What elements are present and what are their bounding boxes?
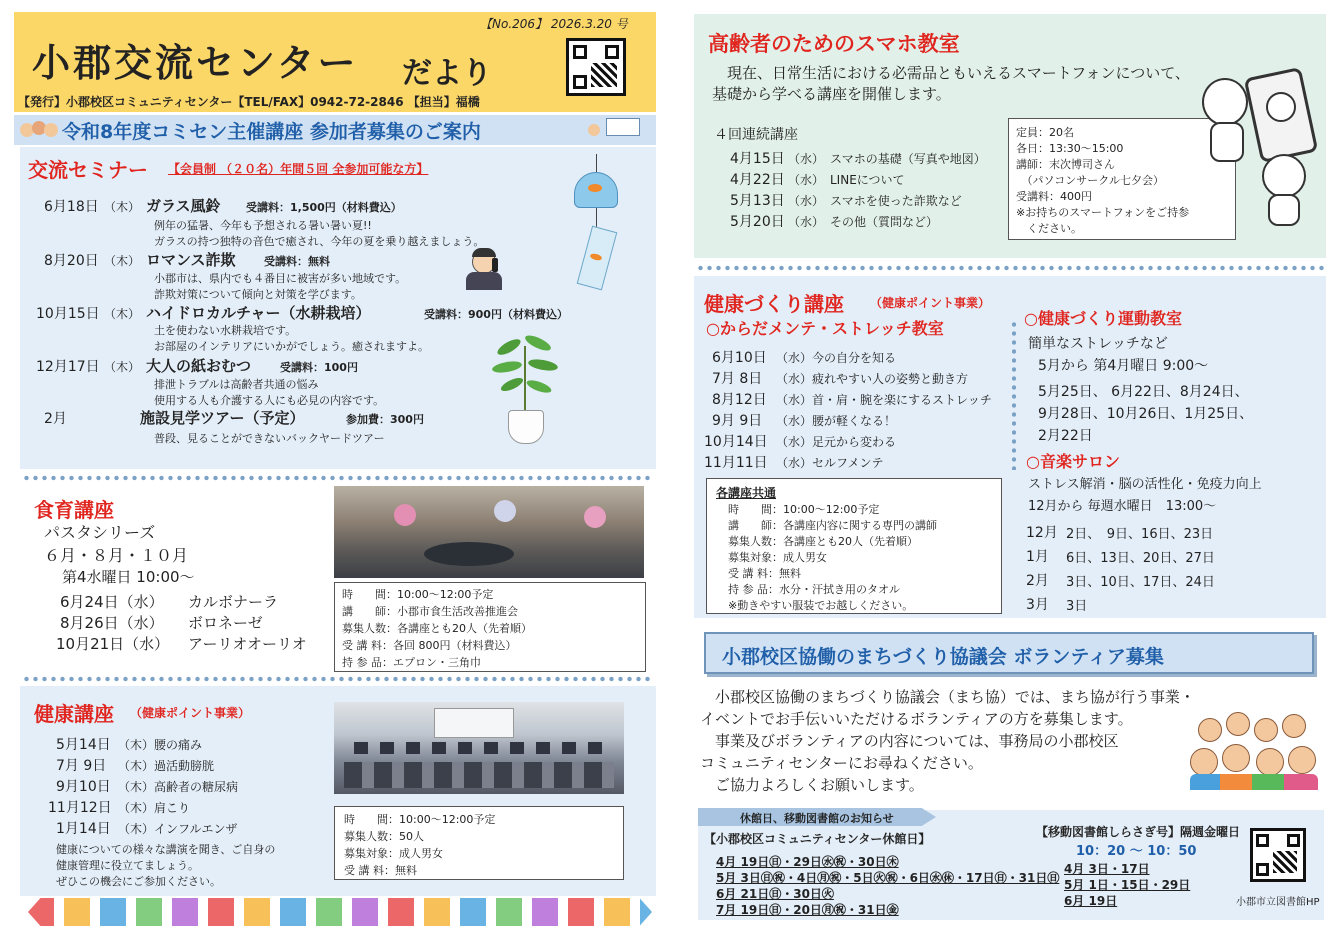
publisher-line: 【発行】小郡校区コミュニティセンター【TEL/FAX】0942-72-2846 【担当】福橋 xyxy=(18,95,480,109)
shokuiku-date: 8月26日（水） xyxy=(60,614,164,632)
seminar-desc: 普段、見ることができないバックヤードツアー xyxy=(154,432,385,445)
library-row: 6月 19日 xyxy=(1064,894,1118,908)
info-line: 講師：末次博司さん xyxy=(1016,158,1115,171)
seminar-title: 交流セミナー xyxy=(28,158,148,182)
smartphone-series: ４回連続講座 xyxy=(714,127,798,143)
smartphone-topic: スマホを使った詐欺など xyxy=(830,194,962,208)
banner-title: 令和8年度コミセン主催講座 参加者募集のご案内 xyxy=(62,121,481,143)
seminar-desc: ガラスの持つ独特の音色で癒され、今年の夏を乗り越えましょう。 xyxy=(154,235,485,248)
info-line: 持 参 品：水分・汗拭き用のタオル xyxy=(728,583,900,596)
info-line: （パソコンサークル七夕会） xyxy=(1016,174,1164,187)
seminar-desc: 例年の猛暑、今年も予想される暑い暑い夏!! xyxy=(154,219,372,232)
exercise-line: 9月28日、10月26日、1月25日、 xyxy=(1038,406,1254,422)
seminar-weekday: （木） xyxy=(104,200,141,214)
kenko-note: 健康管理に役立てましょう。 xyxy=(56,859,199,872)
stretch-topic: 腰が軽くなる！ xyxy=(812,414,897,428)
cooking-class-photo xyxy=(334,486,644,578)
closed-row: 6月 21日㊐・30日㊋ xyxy=(716,887,834,901)
seminar-desc: 小郡市は、県内でも４番目に被害が多い地域です。 xyxy=(154,272,407,285)
smartphone-date: 5月20日 xyxy=(730,214,785,230)
seminar-desc: 詐欺対策について傾向と対策を学びます。 xyxy=(154,288,362,301)
seminar-weekday: （木） xyxy=(104,254,141,268)
shokuiku-title: 食育講座 xyxy=(34,498,114,522)
stretch-weekday: （水） xyxy=(776,351,813,365)
kenko-note: ぜひこの機会にご参加ください。 xyxy=(56,875,221,888)
seminar-date: 8月20日 xyxy=(44,253,99,269)
music-days: 3日 xyxy=(1066,599,1088,614)
kenko-topic: 過活動膀胱 xyxy=(154,759,215,773)
stretch-topic: 首・肩・腕を楽にするストレッチ xyxy=(812,393,992,407)
seminar-desc: 土を使わない水耕栽培です。 xyxy=(154,324,297,337)
kenko-weekday: （木） xyxy=(118,738,155,752)
shokuiku-date: 6月24日（水） xyxy=(60,593,164,611)
newsletter-title: 小郡交流センター xyxy=(32,41,359,85)
info-line: 時 間：10:00～12:00予定 xyxy=(728,503,880,516)
library-row: 5月 1日・15日・29日 xyxy=(1064,878,1191,892)
music-days: 2日、 9日、16日、23日 xyxy=(1066,527,1214,542)
shokuiku-menu: アーリオオーリオ xyxy=(188,635,307,653)
seminar-weekday: （木） xyxy=(104,307,141,321)
volunteer-text: ご協力よろしくお願いします。 xyxy=(700,776,924,794)
closed-title: 【小郡校区コミュニティセンター休館日】 xyxy=(704,832,931,846)
decorative-hexagon-strip xyxy=(28,898,652,926)
info-line: 時 間：10:00～12:00予定 xyxy=(342,588,494,601)
closed-row: 7月 19日㊐・20日㊊㊗・31日㊎ xyxy=(716,903,899,917)
kenko-topic: インフルエンザ xyxy=(154,822,238,836)
seminar-fee: 受講料：900円（材料費込） xyxy=(424,308,568,321)
info-line: 各日：13:30～15:00 xyxy=(1016,142,1124,155)
music-month: 1月 xyxy=(1026,549,1049,565)
smartphone-date: 4月15日 xyxy=(730,151,785,167)
stretch-date: 7月 8日 xyxy=(712,371,763,387)
stretch-weekday: （水） xyxy=(776,372,813,386)
stretch-title: ○からだメンテ・ストレッチ教室 xyxy=(706,319,944,338)
shokuiku-date: 10月21日（水） xyxy=(56,635,170,653)
stretch-topic: 今の自分を知る xyxy=(812,351,897,365)
info-line: 受 講 料：無料 xyxy=(344,864,417,877)
info-line: 募集対象：成人男女 xyxy=(344,847,443,860)
music-month: 2月 xyxy=(1026,573,1049,589)
music-title: ○音楽サロン xyxy=(1026,452,1120,471)
info-line: 募集人数：50人 xyxy=(344,830,424,843)
seminar-name: 大人の紙おむつ xyxy=(146,357,252,375)
stretch-topic: 足元から変わる xyxy=(812,435,897,449)
kenko-weekday: （木） xyxy=(118,801,155,815)
seminar-desc: 使用する人も介護する人にも必見の内容です。 xyxy=(154,394,385,407)
seminar-name: 施設見学ツアー（予定） xyxy=(140,409,305,427)
smartphone-weekday: （水） xyxy=(788,215,825,229)
seminar-date: 12月17日 xyxy=(36,359,100,375)
kenko-date: 5月14日 xyxy=(56,737,111,753)
kenko-topic: 腰の痛み xyxy=(154,738,203,752)
dotted-divider-vertical xyxy=(1012,320,1016,470)
smartphone-topic: スマホの基礎（写真や地図） xyxy=(830,152,986,166)
wind-chime-illustration xyxy=(560,154,640,294)
info-line: 募集人数：各講座とも20人（先着順） xyxy=(342,622,532,635)
exercise-line: 簡単なストレッチなど xyxy=(1028,336,1168,352)
seminar-name: ロマンス詐欺 xyxy=(146,251,236,269)
shokuiku-series: パスタシリーズ xyxy=(44,523,156,542)
kenko-weekday: （木） xyxy=(118,780,155,794)
newsletter-title-suffix: だより xyxy=(402,56,492,91)
info-line: 受講料：400円 xyxy=(1016,190,1092,203)
kenko-title: 健康講座 xyxy=(34,702,114,726)
info-line: 募集人数：各講座とも20人（先着順） xyxy=(728,535,918,548)
seminar-fee: 受講料：1,500円（材料費込） xyxy=(246,201,402,214)
smartphone-weekday: （水） xyxy=(788,152,825,166)
common-title: 各講座共通 xyxy=(716,486,777,500)
smartphone-topic: LINEについて xyxy=(830,173,905,187)
volunteer-crowd-illustration xyxy=(1190,708,1318,790)
stretch-date: 6月10日 xyxy=(712,350,767,366)
stretch-topic: 疲れやすい人の姿勢と動き方 xyxy=(812,372,969,386)
seminar-date: 10月15日 xyxy=(36,306,100,322)
info-line: 講 師：小郡市食生活改善推進会 xyxy=(342,605,518,618)
seminar-fee: 受講料：100円 xyxy=(280,361,358,374)
exercise-line: 5月25日、 6月22日、8月24日、 xyxy=(1038,384,1249,400)
kenko-topic: 高齢者の糖尿病 xyxy=(154,780,239,794)
info-line: 受 講 料：無料 xyxy=(728,567,801,580)
volunteer-text: イベントでお手伝いいただけるボランティアの方を募集します。 xyxy=(700,710,1133,728)
smartphone-topic: その他（質問など） xyxy=(830,215,939,229)
exercise-line: 2月22日 xyxy=(1038,428,1093,444)
stretch-topic: セルフメンテ xyxy=(812,456,884,470)
kenko-note: 健康についての様々な講演を聞き、ご自身の xyxy=(56,843,276,856)
info-line: 定員：20名 xyxy=(1016,126,1074,139)
seminar-name: ハイドロカルチャー（水耕栽培） xyxy=(146,304,371,322)
header-qr-code xyxy=(566,38,626,96)
divider xyxy=(22,475,654,481)
library-time: 10：20 ～ 10：50 xyxy=(1076,844,1197,859)
kenkozukuri-sub: （健康ポイント事業） xyxy=(870,296,991,310)
stretch-date: 11月11日 xyxy=(704,455,768,471)
volunteer-title: 小郡校区協働のまちづくり協議会 ボランティア募集 xyxy=(722,646,1164,668)
smartphone-date: 4月22日 xyxy=(730,172,785,188)
music-line: 12月から 毎週水曜日 13:00～ xyxy=(1028,499,1217,514)
stretch-date: 9月 9日 xyxy=(712,413,763,429)
seminar-date: 6月18日 xyxy=(44,199,99,215)
stretch-date: 8月12日 xyxy=(712,392,767,408)
info-line: 持 参 品：エプロン・三角巾 xyxy=(342,656,481,669)
kenko-date: 9月10日 xyxy=(56,779,111,795)
stretch-weekday: （水） xyxy=(776,393,813,407)
kenko-sub: （健康ポイント事業） xyxy=(130,706,251,720)
music-month: 12月 xyxy=(1026,525,1058,541)
info-line: ください。 xyxy=(1016,222,1082,235)
smartphone-intro: 基礎から学べる講座を開催します。 xyxy=(712,85,951,103)
exercise-title: ○健康づくり運動教室 xyxy=(1024,309,1182,328)
smartphone-weekday: （水） xyxy=(788,173,825,187)
smartphone-date: 5月13日 xyxy=(730,193,785,209)
stretch-weekday: （水） xyxy=(776,414,813,428)
smartphone-people-illustration xyxy=(1196,70,1322,230)
exercise-line: 5月から 第4月曜日 9:00～ xyxy=(1038,358,1209,374)
seminar-name: ガラス風鈴 xyxy=(146,197,221,215)
plant-illustration xyxy=(490,338,562,446)
notice-tag-label: 休館日、移動図書館のお知らせ xyxy=(740,812,894,825)
smartphone-intro: 現在、日常生活における必需品ともいえるスマートフォンについて、 xyxy=(712,64,1190,82)
music-line: ストレス解消・脳の活性化・免疫力向上 xyxy=(1028,477,1262,492)
volunteer-text: コミュニティセンターにお尋ねください。 xyxy=(700,754,983,772)
seminar-weekday: （木） xyxy=(104,360,141,374)
seminar-date: 2月 xyxy=(44,411,67,427)
library-row: 4月 3日・17日 xyxy=(1064,862,1150,876)
stretch-weekday: （水） xyxy=(776,435,813,449)
stretch-date: 10月14日 xyxy=(704,434,768,450)
shokuiku-months: ６月・８月・１０月 xyxy=(44,546,189,565)
kenko-topic: 肩こり xyxy=(154,801,191,815)
music-month: 3月 xyxy=(1026,597,1049,613)
seminar-fee: 受講料：無料 xyxy=(264,255,330,268)
library-qr-label: 小郡市立図書館HP xyxy=(1236,897,1320,908)
banner-people-icon xyxy=(20,119,58,141)
smartphone-title: 高齢者のためのスマホ教室 xyxy=(708,32,960,56)
shokuiku-menu: ボロネーゼ xyxy=(188,614,263,632)
music-days: 6日、13日、20日、27日 xyxy=(1066,551,1215,566)
closed-row: 5月 3日㊐㊗・4日㊊㊗・5日㊋㊗・6日㊌㊡・17日㊐・31日㊐ xyxy=(716,871,1060,885)
info-line: 募集対象：成人男女 xyxy=(728,551,827,564)
phone-man-illustration xyxy=(462,248,506,290)
smartphone-weekday: （水） xyxy=(788,194,825,208)
closed-row: 4月 19日㊐・29日㊌㊗・30日㊍ xyxy=(716,855,899,869)
kenko-date: 7月 9日 xyxy=(56,758,107,774)
divider xyxy=(22,676,654,682)
info-line: 受 講 料：各回 800円（材料費込） xyxy=(342,639,517,652)
kenko-weekday: （木） xyxy=(118,759,155,773)
library-qr-code[interactable] xyxy=(1250,828,1306,882)
library-title: 【移動図書館しらさぎ号】隔週金曜日 xyxy=(1036,825,1241,839)
info-line: 時 間：10:00～12:00予定 xyxy=(344,813,496,826)
seminar-fee: 参加費：300円 xyxy=(346,413,424,426)
info-line: ※お持ちのスマートフォンをご持参 xyxy=(1016,206,1190,219)
banner-class-icon xyxy=(586,118,642,142)
kenko-date: 1月14日 xyxy=(56,821,111,837)
volunteer-text: 事業及びボランティアの内容については、事務局の小郡校区 xyxy=(700,732,1119,750)
issue-number: 【No.206】 2026.3.20 号 xyxy=(480,17,628,31)
info-line: ※動きやすい服装でお越しください。 xyxy=(728,599,914,612)
volunteer-text: 小郡校区協働のまちづくり協議会（まち協）では、まち協が行う事業・ xyxy=(700,688,1195,706)
seminar-desc: お部屋のインテリアにいかがでしょう。癒されますよ。 xyxy=(154,340,429,353)
shokuiku-menu: カルボナーラ xyxy=(188,593,279,611)
stretch-weekday: （水） xyxy=(776,456,813,470)
kenko-date: 11月12日 xyxy=(48,800,112,816)
seminar-desc: 排泄トラブルは高齢者共通の悩み xyxy=(154,378,319,391)
music-days: 3日、10日、17日、24日 xyxy=(1066,575,1215,590)
shokuiku-time: 第4水曜日 10:00～ xyxy=(62,568,195,586)
seminar-note: 【会員制 （２０名）年間５回 全参加可能な方】 xyxy=(168,162,429,176)
kenkozukuri-title: 健康づくり講座 xyxy=(704,292,844,316)
divider xyxy=(696,265,1324,271)
kenko-weekday: （木） xyxy=(118,822,155,836)
health-lecture-photo xyxy=(334,702,624,794)
info-line: 講 師：各講座内容に関する専門の講師 xyxy=(728,519,937,532)
